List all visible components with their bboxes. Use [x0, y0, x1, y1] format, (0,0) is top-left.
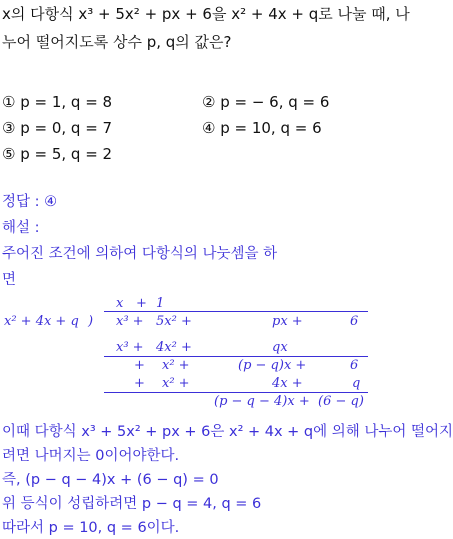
- dividend-x3: x³ +: [116, 314, 144, 329]
- answer-text: 정답 : ④: [2, 194, 58, 210]
- rem1-pqx: (p − q)x +: [238, 358, 307, 373]
- explanation-line-2: 려면 나머지는 0이어야한다.: [2, 448, 180, 464]
- dividend-6: 6: [350, 314, 359, 329]
- quotient-one: 1: [156, 296, 165, 311]
- remainder-x: (p − q − 4)x +: [214, 394, 310, 409]
- explanation-line-1: 이때 다항식 x³ + 5x² + px + 6은 x² + 4x + q에 의해 나누어 떨어지: [2, 424, 453, 440]
- question-line-1: x의 다항식 x³ + 5x² + px + 6을 x² + 4x + q로 나눌 때, 나: [2, 5, 410, 23]
- sub1-4x2: 4x² +: [156, 340, 192, 355]
- option-2[interactable]: ② p = − 6, q = 6: [202, 93, 330, 111]
- division-paren: ): [88, 314, 94, 329]
- rem1-6: 6: [350, 358, 359, 373]
- question-line-2: 누어 떨어지도록 상수 p, q의 값은?: [2, 33, 232, 51]
- explanation-intro-1: 주어진 조건에 의하여 다항식의 나눗셈을 하: [2, 246, 278, 262]
- quotient-x: x: [116, 296, 124, 311]
- sub2-q: q: [352, 376, 361, 391]
- explanation-line-4: 위 등식이 성립하려면 p − q = 4, q = 6: [2, 496, 262, 512]
- explanation-intro-2: 면: [2, 272, 17, 288]
- sub1-qx: qx: [272, 340, 288, 355]
- sub2-line: [104, 392, 368, 393]
- divisor: x² + 4x + q: [4, 314, 79, 329]
- sub2-x2: x² +: [162, 376, 190, 391]
- sub1-x3: x³ +: [116, 340, 144, 355]
- dividend-px: px +: [272, 314, 303, 329]
- division-bar: [104, 311, 368, 312]
- rem1-plus: +: [134, 358, 145, 373]
- sub1-line: [104, 356, 368, 357]
- remainder-const: (6 − q): [318, 394, 364, 409]
- rem1-x2: x² +: [162, 358, 190, 373]
- option-1[interactable]: ① p = 1, q = 8: [2, 93, 113, 111]
- sub2-4x: 4x +: [272, 376, 303, 391]
- sub2-plus: +: [134, 376, 145, 391]
- option-5[interactable]: ⑤ p = 5, q = 2: [2, 145, 113, 163]
- option-4[interactable]: ④ p = 10, q = 6: [202, 119, 322, 137]
- option-3[interactable]: ③ p = 0, q = 7: [2, 119, 113, 137]
- explanation-line-3: 즉, (p − q − 4)x + (6 − q) = 0: [2, 472, 219, 488]
- explanation-line-5: 따라서 p = 10, q = 6이다.: [2, 520, 180, 536]
- dividend-5x2: 5x² +: [156, 314, 192, 329]
- quotient-plus: +: [136, 296, 147, 311]
- explanation-heading: 해설 :: [2, 220, 40, 236]
